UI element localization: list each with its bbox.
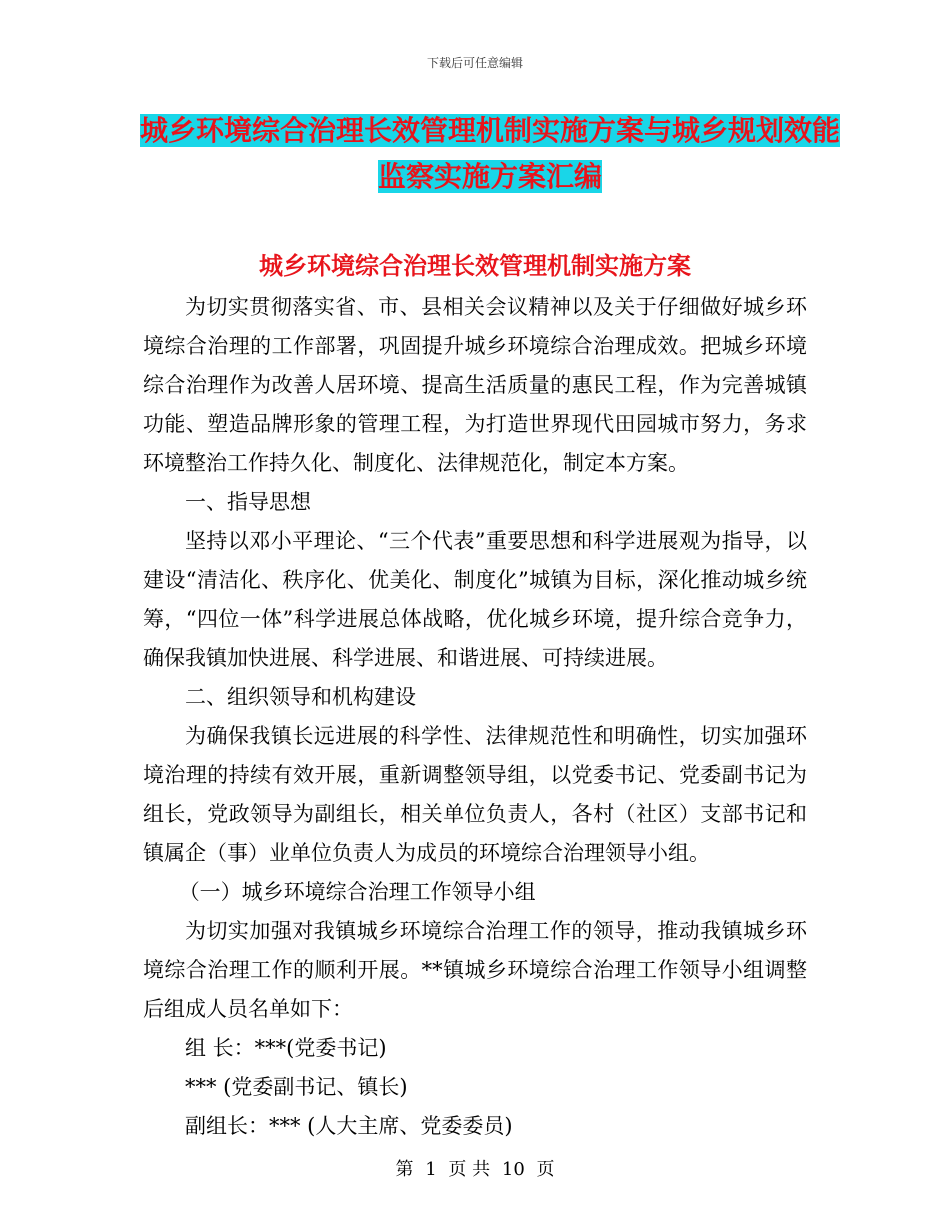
member-line-deputy: 副组长：*** (人大主席、党委委员): [185, 1114, 513, 1138]
section-heading-organization: 二、组织领导和机构建设: [185, 685, 416, 709]
section-heading-guiding-thought: 一、指导思想: [185, 490, 311, 514]
body-paragraph: 为切实加强对我镇城乡环境综合治理工作的领导，推动我镇城乡环境综合治理工作的顺利开展。**镇城乡环境综合治理工作领导小组调整后组成人员名单如下：: [143, 919, 807, 1021]
page-footer: [0, 1155, 950, 1181]
document-body: [143, 288, 807, 1146]
member-line-leader: 组 长：***(党委书记): [185, 1036, 387, 1060]
page-label-middle: 页 共: [448, 1159, 491, 1180]
page-current: 1: [425, 1159, 437, 1180]
page-label-prefix: 第: [395, 1159, 414, 1180]
page-label-suffix: 页: [536, 1159, 555, 1180]
body-paragraph: 为切实贯彻落实省、市、县相关会议精神以及关于仔细做好城乡环境综合治理的工作部署，巩固提升城乡环境综合治理成效。把城乡环境综合治理作为改善人居环境、提高生活质量的惠民工程，作为完善城镇功能、塑造品牌形象的管理工程，为打造世界现代田园城市努力，务求环境整治工作持久化、制度化、法律规范化，制定本方案。: [143, 295, 807, 475]
document-main-title: [140, 108, 840, 200]
page-total: 10: [501, 1159, 525, 1180]
member-line-leader-2: *** (党委副书记、镇长): [185, 1075, 408, 1099]
section-title: 城乡环境综合治理长效管理机制实施方案: [259, 252, 691, 280]
body-paragraph: 为确保我镇长远进展的科学性、法律规范性和明确性，切实加强环境治理的持续有效开展，重新调整领导组，以党委书记、党委副书记为组长，党政领导为副组长，相关单位负责人，各村（社区）支部书记和镇属企（事）业单位负责人为成员的环境综合治理领导小组。: [143, 724, 807, 865]
header-note: 下载后可任意编辑: [426, 56, 523, 70]
body-paragraph: 坚持以邓小平理论、“三个代表”重要思想和科学进展观为指导，以建设“清洁化、秩序化、优美化、制度化”城镇为目标，深化推动城乡统筹，“四位一体”科学进展总体战略，优化城乡环境，提升综合竞争力，确保我镇加快进展、科学进展、和谐进展、可持续进展。: [143, 529, 807, 670]
main-title-highlight: 城乡环境综合治理长效管理机制实施方案与城乡规划效能监察实施方案汇编: [140, 114, 841, 193]
subsection-heading-leading-group: （一）城乡环境综合治理工作领导小组: [178, 880, 536, 904]
